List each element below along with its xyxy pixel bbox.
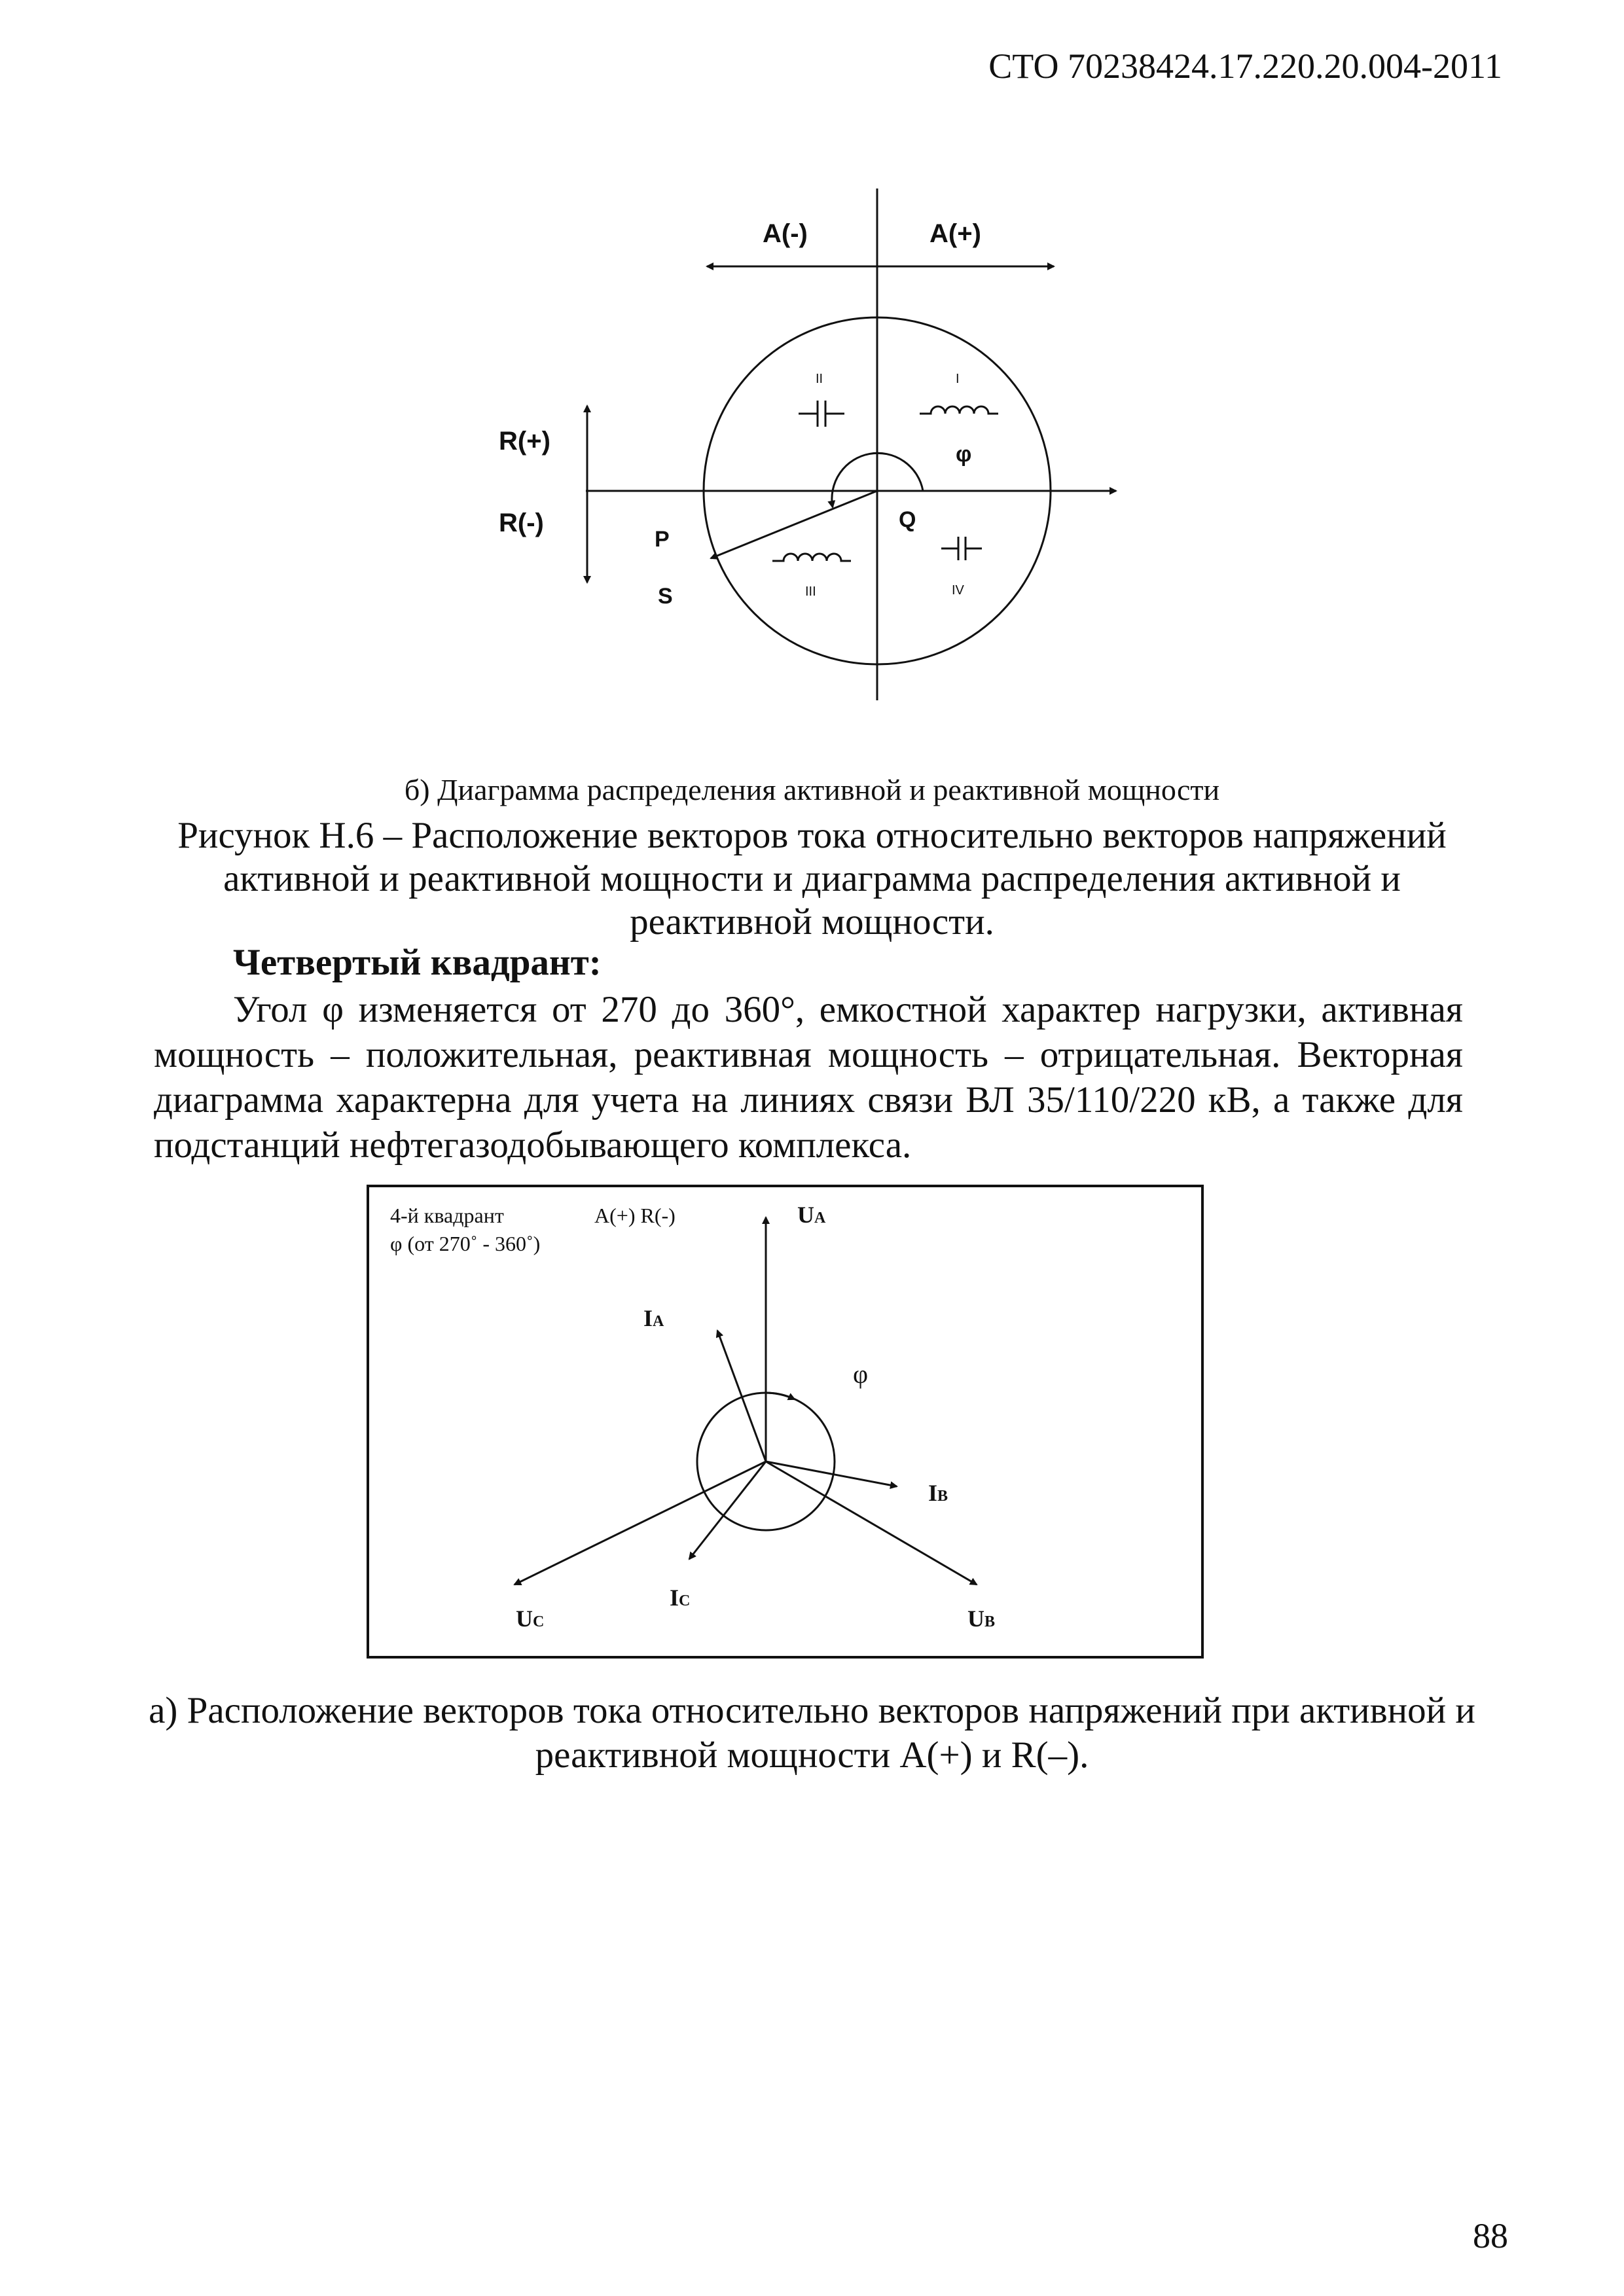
quadrant-label-2: II — [816, 372, 823, 386]
label-phi: φ — [956, 442, 972, 467]
inductor-icon-q1 — [920, 406, 998, 414]
page-number: 88 — [1473, 2216, 1508, 2255]
label-ub: UB — [967, 1605, 996, 1632]
quadrant-title: 4-й квадрант — [390, 1204, 504, 1227]
phi-range: φ (от 270˚ - 360˚) — [390, 1232, 541, 1255]
label-uc: UC — [516, 1605, 545, 1632]
vector-ia — [717, 1331, 766, 1462]
label-a-plus: A(+) — [929, 219, 981, 248]
ps-vector — [711, 491, 877, 558]
vector-uc — [514, 1462, 766, 1585]
inductor-icon-q3 — [772, 554, 851, 561]
power-label: A(+) R(-) — [594, 1204, 676, 1227]
label-ib: IB — [928, 1480, 948, 1506]
label-p: P — [655, 527, 670, 552]
body-paragraph: Угол φ изменяется от 270 до 360°, емкостной характер нагрузки, активная мощность – положительная, реактивная мощность – отрицательная. Векторная диаграмма характерна для учета на линиях связи ВЛ 35/110/220 кВ, а также для подстанций нефтегазодобывающего комплекса. — [154, 989, 1463, 1166]
label-ic: IC — [670, 1585, 691, 1611]
vector-diagram-frame — [368, 1186, 1202, 1657]
section-heading: Четвертый квадрант: — [233, 942, 602, 983]
label-a-minus: A(-) — [763, 219, 808, 248]
quadrant-label-1: I — [956, 372, 960, 386]
document-code: СТО 70238424.17.220.20.004-2011 — [988, 46, 1502, 86]
capacitor-icon-q2 — [799, 401, 844, 427]
vector-ic — [689, 1462, 766, 1559]
label-r-minus: R(-) — [499, 509, 544, 537]
quadrant-label-3: III — [805, 584, 816, 599]
label-r-plus: R(+) — [499, 427, 550, 456]
phi-angle-arc — [766, 1393, 795, 1399]
label-s: S — [658, 584, 673, 609]
quadrant-label-4: IV — [952, 583, 964, 598]
label-ua: UA — [797, 1202, 826, 1228]
capacitor-icon-q4 — [941, 537, 982, 560]
diagram-a-caption: а) Расположение векторов тока относительно векторов напряжений при активной и реактивной мощности A(+) и R(–). — [149, 1690, 1475, 1776]
vector-diagram — [365, 1183, 1210, 1668]
phi-label: φ — [853, 1359, 869, 1389]
label-q: Q — [899, 507, 916, 532]
power-distribution-diagram — [458, 183, 1146, 733]
figure-caption: Рисунок Н.6 – Расположение векторов тока относительно векторов напряжений активной и реактивной мощности и диаграмма распределения активной и реактивной мощности. — [177, 815, 1447, 942]
diagram-b-caption: б) Диаграмма распределения активной и реактивной мощности — [404, 773, 1220, 806]
label-ia: IA — [643, 1305, 664, 1331]
